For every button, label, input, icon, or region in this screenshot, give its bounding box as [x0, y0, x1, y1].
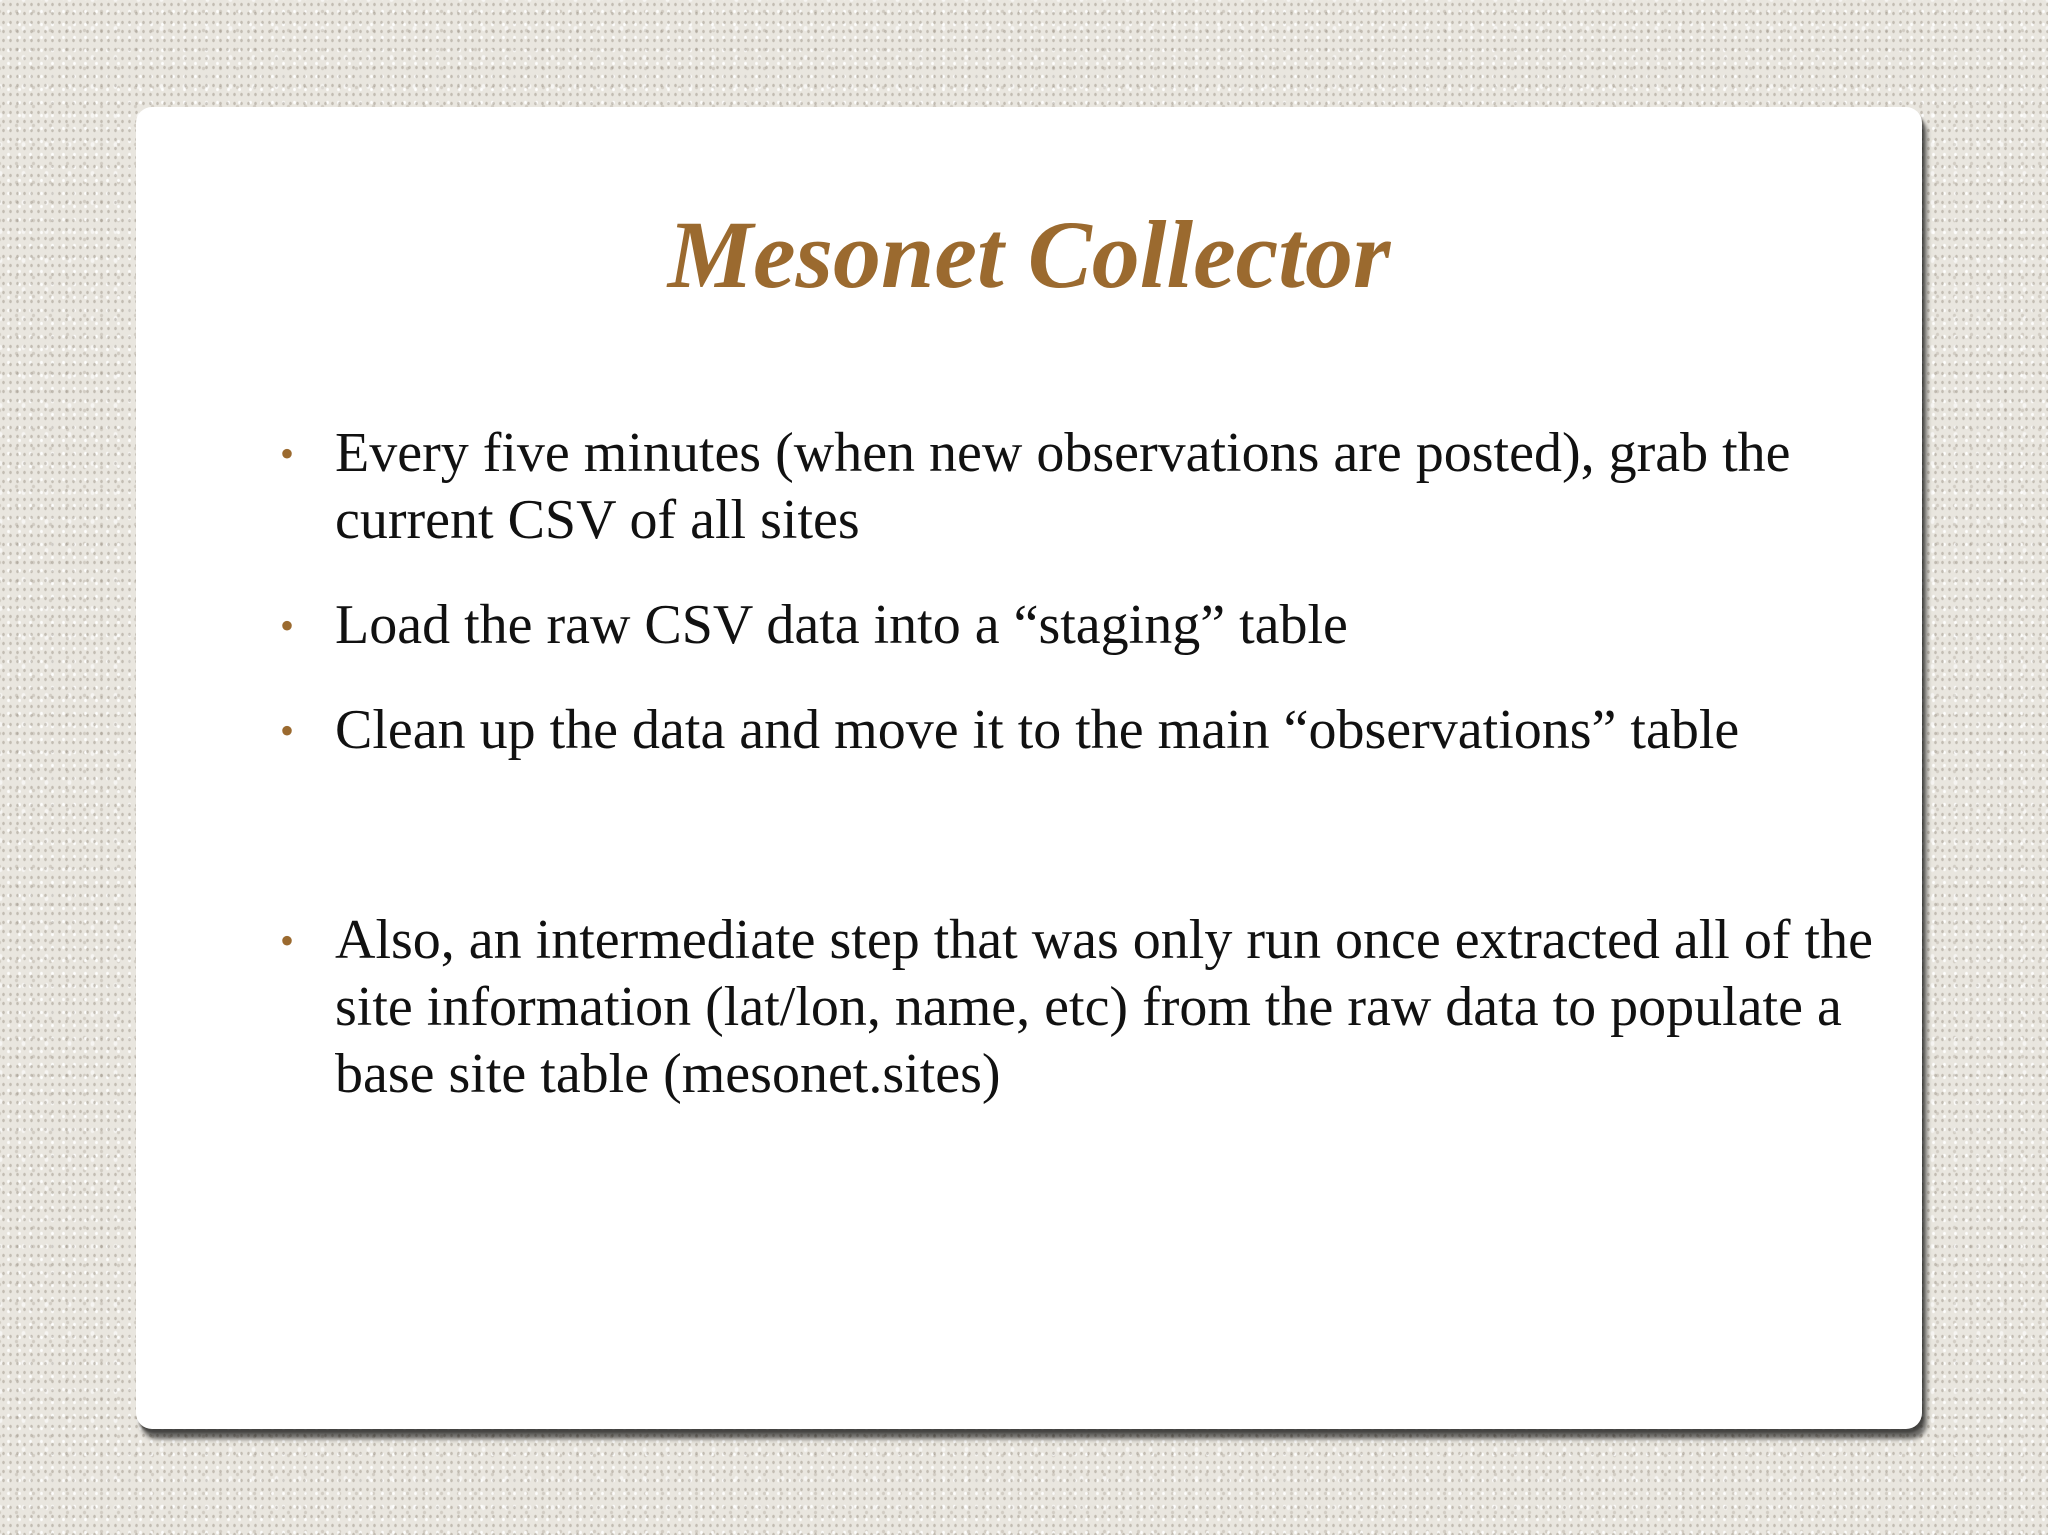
bullet-dot-icon: •	[279, 918, 294, 963]
bullet-item	[272, 592, 1952, 659]
bullet-text: Load the raw CSV data into a “staging” table	[335, 594, 1348, 656]
bullet-item	[272, 697, 1952, 764]
bullet-dot-icon: •	[279, 708, 294, 753]
bullet-text: Every five minutes (when new observations are posted), grab the current CSV of all sites	[335, 422, 1791, 551]
bullet-dot-icon: •	[279, 603, 294, 648]
bullet-list-secondary	[272, 907, 1952, 1108]
bullet-item	[272, 907, 1952, 1108]
bullet-dot-icon: •	[279, 431, 294, 476]
bullet-list	[272, 420, 1952, 802]
bullet-item	[272, 420, 1952, 554]
bullet-text: Also, an intermediate step that was only run once extracted all of the site information (lat/lon, name, etc) from the raw data to populate a base site table (mesonet.sites)	[335, 909, 1873, 1105]
slide-title: Mesonet Collector	[667, 201, 1391, 308]
slide-card	[136, 107, 1922, 1429]
bullet-text: Clean up the data and move it to the main “observations” table	[335, 699, 1740, 761]
